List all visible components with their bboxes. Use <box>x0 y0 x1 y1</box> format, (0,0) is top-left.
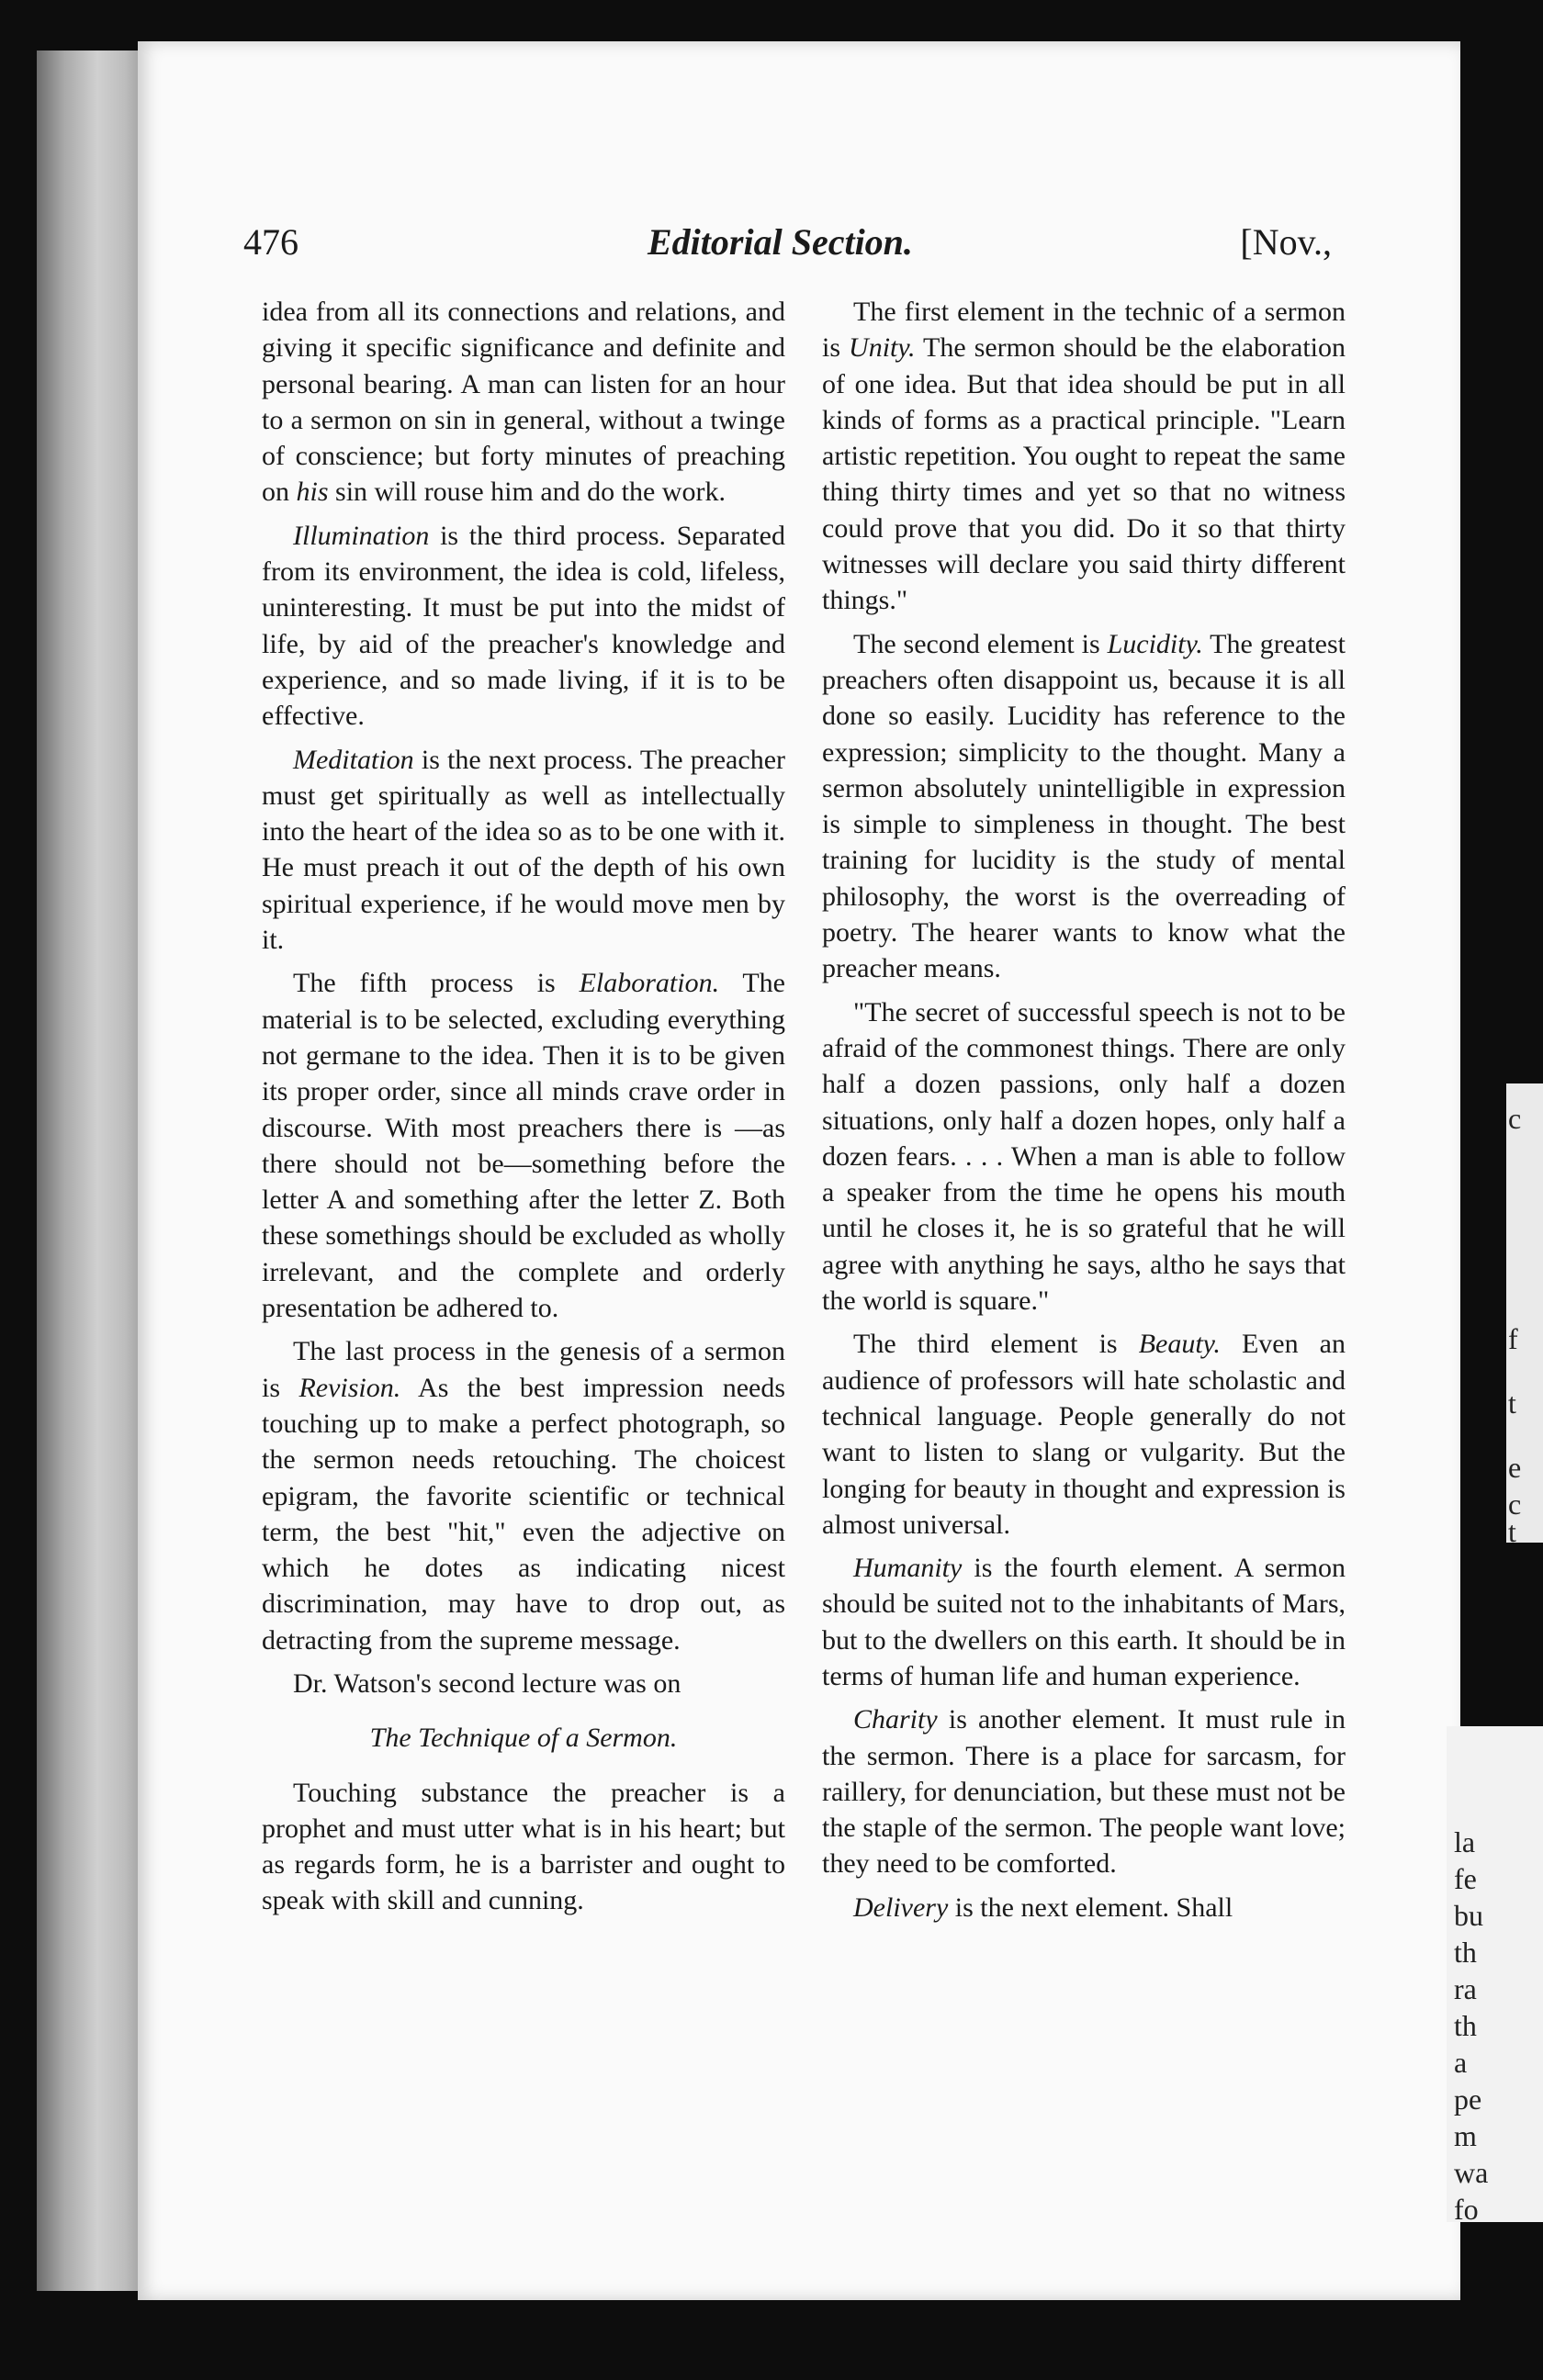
page-binding-edge <box>37 51 147 2291</box>
paragraph: The fifth process is Elaboration. The material is to be selected, excluding everything not germane to the idea. Then it is to be given its proper order, since all minds crave order in discourse. With most preachers there is —as there should not be—something before the letter A and something after the letter Z. Both these somethings should be excluded as wholly irrelevant, and the complete and orderly presentation be adhered to. <box>262 968 785 1324</box>
page-header <box>243 220 1332 275</box>
paragraph: Charity is another element. It must rule in the sermon. There is a place for sarcasm, for raillery, for denunciation, but these must not be the staple of the sermon. The people want love; they need to be comforted. <box>822 1704 1346 1880</box>
section-date: [Nov., <box>1240 221 1332 263</box>
adjacent-text-fragment: wa <box>1454 2156 1489 2189</box>
adjacent-text-fragment: t <box>1508 1515 1516 1543</box>
paragraph: idea from all its connections and relations, and giving it specific significance and definite and personal bearing. A man can listen for an hour to a sermon on sin in general, without a twinge of conscience; but forty minutes of preaching on his sin will rouse him and do the work. <box>262 297 785 508</box>
adjacent-text-fragment: c <box>1508 1102 1522 1135</box>
adjacent-text-fragment: th <box>1454 1936 1477 1969</box>
paragraph: Meditation is the next process. The preacher must get spiritually as well as intellectually into the heart of the idea so as to be one with it. He must preach it out of the depth of his own spiritual experience, if he would move men by it. <box>262 744 785 956</box>
adjacent-text-fragment: la <box>1454 1825 1476 1858</box>
adjacent-text-fragment: c <box>1508 1488 1522 1521</box>
adjacent-page-upper-edge <box>1506 1083 1543 1543</box>
section-heading: The Technique of a Sermon. <box>369 1723 678 1754</box>
paragraph: The last process in the genesis of a sermon is Revision. As the best impression needs touching up to make a perfect photograph, so the sermon needs retouching. The choicest epigram, the favorite scientific or technical term, the best "hit," even the adjective on which he dotes as indicating nicest discrimination, may have to drop out, as detracting from the supreme message. <box>262 1336 785 1656</box>
paragraph: Delivery is the next element. Shall <box>853 1892 1233 1923</box>
adjacent-page-edge <box>1447 1726 1543 2222</box>
adjacent-text-fragment: pe <box>1454 2082 1482 2116</box>
left-column <box>262 294 785 1919</box>
adjacent-text-fragment: m <box>1454 2119 1477 2152</box>
page-number: 476 <box>243 221 298 263</box>
adjacent-text-fragment: fe <box>1454 1862 1477 1895</box>
paragraph: Humanity is the fourth element. A sermon should be suited not to the inhabitants of Mars, but to the dwellers on this earth. It should be in terms of human life and human experience. <box>822 1553 1346 1691</box>
paragraph: The first element in the technic of a sermon is Unity. The sermon should be the elaboration of one idea. But that idea should be put in all kinds of forms as a practical principle. "Learn artistic repetition. You ought to repeat the same thing thirty times and yet so that no witness could prove that you did. Do it so that thirty witnesses will declare you said thirty different things." <box>822 297 1346 616</box>
paragraph: The second element is Lucidity. The greatest preachers often disappoint us, because it is all done so easily. Lucidity has reference to the expression; simplicity to the thought. Many a sermon absolutely unintelligible in expression is simple to simpleness in thought. The best training for lucidity is the study of mental philosophy, the worst is the overreading of poetry. The hearer wants to know what the preacher means. <box>822 628 1346 984</box>
adjacent-text-fragment: bu <box>1454 1899 1483 1932</box>
adjacent-text-fragment: t <box>1508 1386 1516 1420</box>
paragraph: "The secret of successful speech is not to be afraid of the commonest things. There are only half a dozen passions, only half a dozen situations, only half a dozen hopes, only half a dozen fears. . . . When a man is able to follow a speaker from the time he opens his mouth until he closes it, he is so grateful that he will agree with anything he says, altho he says that the world is square." <box>822 996 1346 1317</box>
paragraph: Illumination is the third process. Separated from its environment, the idea is cold, lifeless, uninteresting. It must be put into the midst of life, by aid of the preacher's knowledge and experience, and so made living, if it is to be effective. <box>262 520 785 732</box>
adjacent-text-fragment: f <box>1508 1322 1518 1355</box>
adjacent-text-fragment: ra <box>1454 1972 1477 2005</box>
adjacent-text-fragment: e <box>1508 1451 1522 1484</box>
adjacent-text-fragment: fo <box>1454 2193 1479 2222</box>
paragraph: The third element is Beauty. Even an audience of professors will hate scholastic and technical language. People generally do not want to listen to slang or vulgarity. But the longing for beauty in thought and expression is almost universal. <box>822 1329 1346 1540</box>
paragraph: Touching substance the preacher is a prophet and must utter what is in his heart; but as regards form, he is a barrister and ought to speak with skill and cunning. <box>262 1777 785 1916</box>
adjacent-text-fragment: a <box>1454 2046 1468 2079</box>
running-title: Editorial Section. <box>648 221 913 263</box>
paragraph: Dr. Watson's second lecture was on <box>293 1667 681 1699</box>
adjacent-text-fragment: th <box>1454 2009 1477 2042</box>
right-column <box>822 294 1346 1925</box>
